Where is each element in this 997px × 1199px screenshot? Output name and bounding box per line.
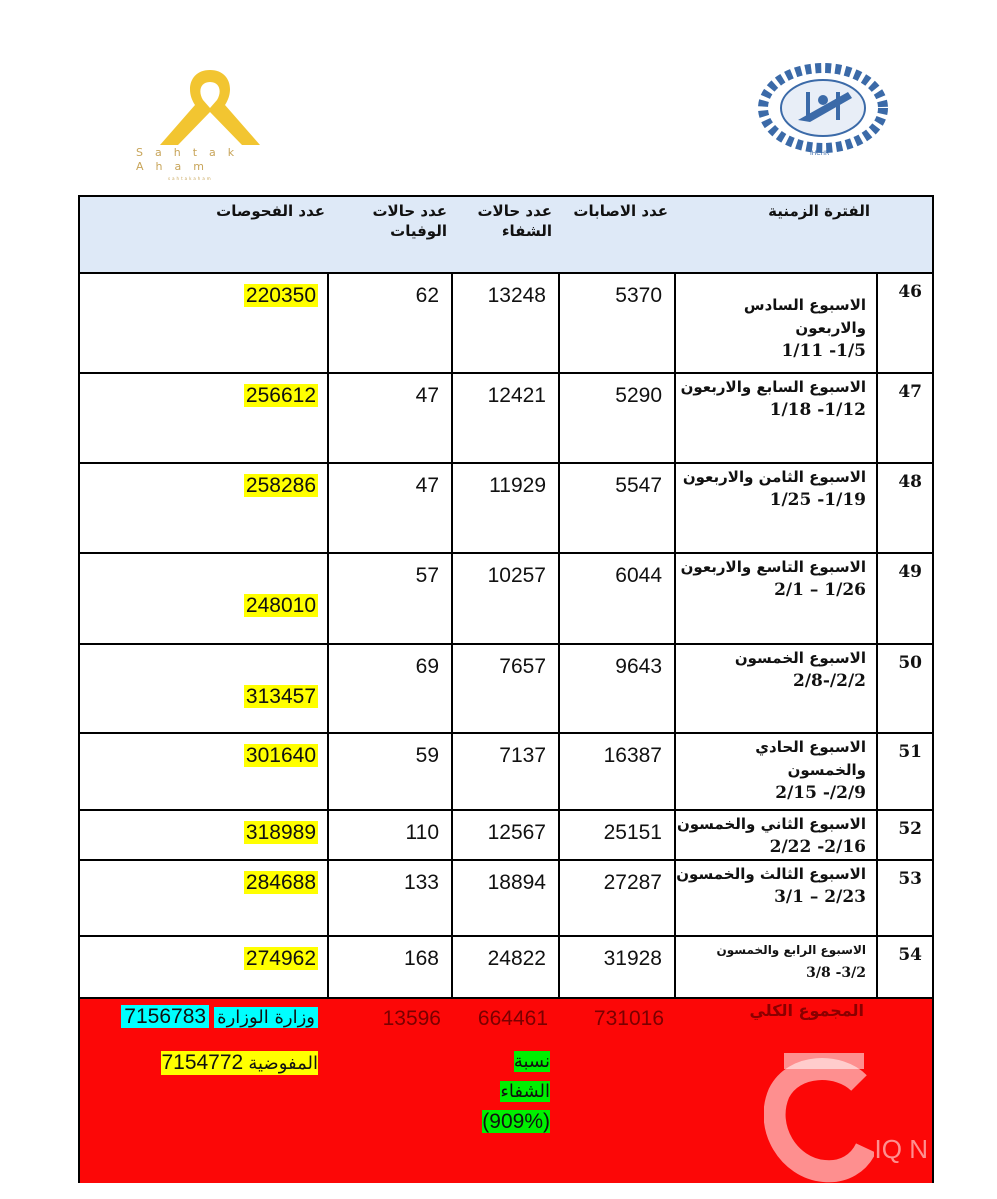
table-row	[80, 554, 932, 645]
table-row	[80, 645, 932, 734]
row-infections: 5290	[615, 384, 662, 407]
row-tests-cell	[244, 744, 318, 768]
row-index: 51	[898, 742, 922, 762]
total-deaths: 13596	[382, 1007, 441, 1030]
commission-caption: IHCHR	[810, 150, 830, 157]
row-recoveries: 18894	[487, 871, 546, 894]
row-index: 54	[898, 945, 922, 965]
commission-label: المفوضية	[248, 1053, 318, 1074]
period-dates: 3/1 – 2/23	[774, 887, 866, 907]
period-dates: 2/15 -/2/9	[775, 783, 866, 803]
recovery-rate-line2: الشفاء	[500, 1081, 550, 1102]
period-name-line: الاسبوع الحادي	[755, 738, 866, 756]
header-period: الفترة الزمنية	[768, 202, 870, 220]
row-tests: 274962	[245, 947, 316, 970]
row-tests: 248010	[245, 594, 316, 617]
row-tests: 313457	[245, 685, 316, 708]
row-tests: 284688	[245, 871, 316, 894]
row-deaths: 168	[403, 947, 439, 970]
table-row	[80, 937, 932, 999]
row-index: 48	[898, 472, 922, 492]
period-name-line: والخمسون	[787, 761, 866, 779]
brand-name-line-2: Aham	[136, 160, 216, 173]
row-tests: 258286	[245, 474, 316, 497]
row-recoveries: 7657	[499, 655, 546, 678]
row-infections: 31928	[603, 947, 662, 970]
row-recoveries: 11929	[489, 474, 546, 497]
row-deaths: 69	[415, 655, 439, 678]
row-tests-cell	[244, 284, 318, 308]
recovery-rate-block	[465, 1047, 550, 1138]
period-name-line: الاسبوع الخمسون	[734, 649, 866, 667]
row-infections: 5547	[615, 474, 662, 497]
row-tests-cell	[244, 947, 318, 971]
row-infections: 5370	[615, 284, 662, 307]
row-deaths: 47	[415, 384, 439, 407]
table-total-row	[80, 999, 932, 1183]
table-row	[80, 861, 932, 937]
period-dates: 2/1 – 1/26	[774, 580, 866, 600]
un-emblem-icon	[740, 62, 906, 162]
period-dates: 3/8 -3/2	[806, 965, 866, 981]
row-period	[676, 863, 866, 909]
brand-name-line-3: sahtakaham	[168, 176, 213, 181]
table-row	[80, 274, 932, 374]
table-row	[80, 811, 932, 861]
ministry-label: وزارة الوزارة	[214, 1007, 318, 1028]
row-tests: 220350	[245, 284, 316, 307]
table-row	[80, 464, 932, 554]
period-name-line: والاربعون	[795, 319, 866, 337]
row-tests: 256612	[245, 384, 316, 407]
period-name-line: الاسبوع الثالث والخمسون	[676, 865, 866, 883]
row-tests-cell	[244, 384, 318, 408]
header-deaths: عدد حالات الوفيات	[372, 202, 447, 240]
row-infections: 16387	[603, 744, 662, 767]
row-deaths: 59	[415, 744, 439, 767]
row-tests-cell	[244, 594, 318, 618]
row-deaths: 133	[403, 871, 439, 894]
ministry-value: 7156783	[121, 1005, 209, 1028]
table-row	[80, 374, 932, 464]
row-recoveries: 12421	[487, 384, 546, 407]
human-rights-commission-logo	[740, 62, 906, 166]
row-tests: 318989	[245, 821, 316, 844]
row-index: 53	[898, 869, 922, 889]
row-period	[681, 556, 866, 602]
row-period	[683, 466, 866, 512]
ministry-tests	[121, 1005, 318, 1029]
recovery-rate-value: (909%)	[482, 1110, 550, 1133]
commission-value: 7154772	[161, 1051, 244, 1074]
brand-name-line-1: Sahtak	[136, 146, 247, 159]
period-name-line: الاسبوع الرابع والخمسون	[716, 943, 866, 957]
row-recoveries: 24822	[487, 947, 546, 970]
period-dates: 2/8-/2/2	[793, 671, 866, 691]
row-period	[735, 647, 866, 693]
row-period	[677, 813, 866, 859]
row-infections: 9643	[615, 655, 662, 678]
row-index: 47	[898, 382, 922, 402]
row-period	[681, 376, 866, 422]
row-deaths: 62	[415, 284, 439, 307]
row-deaths: 47	[415, 474, 439, 497]
period-name-line: الاسبوع الثاني والخمسون	[676, 815, 866, 833]
row-tests: 301640	[245, 744, 316, 767]
row-tests-cell	[244, 821, 318, 845]
header-recoveries: عدد حالات الشفاء	[477, 202, 552, 240]
period-dates: 1/18 -1/12	[769, 400, 866, 420]
period-dates: 1/25 -1/19	[769, 490, 866, 510]
row-period	[755, 736, 866, 805]
period-name-line: الاسبوع الثامن والاربعون	[682, 468, 866, 486]
row-deaths: 57	[415, 564, 439, 587]
total-label: المجموع الكلي	[749, 1001, 864, 1020]
header-infections: عدد الاصابات	[573, 202, 668, 220]
recovery-rate-line1: نسبة	[513, 1051, 550, 1072]
row-recoveries: 10257	[487, 564, 546, 587]
row-tests-cell	[244, 685, 318, 709]
table-row	[80, 734, 932, 811]
row-index: 49	[898, 562, 922, 582]
total-infections: 731016	[593, 1007, 664, 1030]
period-name-line: الاسبوع السابع والاربعون	[680, 378, 866, 396]
header-tests: عدد الفحوصات	[216, 202, 325, 220]
row-deaths: 110	[405, 821, 439, 844]
weekly-stats-table	[78, 195, 934, 1183]
row-recoveries: 7137	[499, 744, 546, 767]
row-period	[744, 294, 866, 363]
row-index: 52	[898, 819, 922, 839]
row-infections: 6044	[615, 564, 662, 587]
awareness-ribbon-icon	[140, 60, 280, 150]
commission-tests	[161, 1051, 318, 1075]
row-index: 46	[898, 282, 922, 302]
row-period	[717, 939, 866, 985]
sahtak-aham-logo	[128, 60, 288, 180]
period-dates: 2/22 -2/16	[769, 837, 866, 857]
watermark-text: IQ N	[874, 1134, 928, 1164]
period-name-line: الاسبوع السادس	[743, 296, 866, 314]
period-name-line: الاسبوع التاسع والاربعون	[680, 558, 866, 576]
row-tests-cell	[244, 474, 318, 498]
table-header-row	[80, 197, 932, 274]
period-dates: 1/11 -1/5	[781, 341, 866, 361]
row-recoveries: 13248	[487, 284, 546, 307]
row-recoveries: 12567	[487, 821, 546, 844]
row-infections: 27287	[603, 871, 662, 894]
watermark-logo-icon	[764, 1053, 874, 1183]
total-recoveries: 664461	[477, 1007, 548, 1030]
row-tests-cell	[244, 871, 318, 895]
row-infections: 25151	[603, 821, 662, 844]
row-index: 50	[898, 653, 922, 673]
